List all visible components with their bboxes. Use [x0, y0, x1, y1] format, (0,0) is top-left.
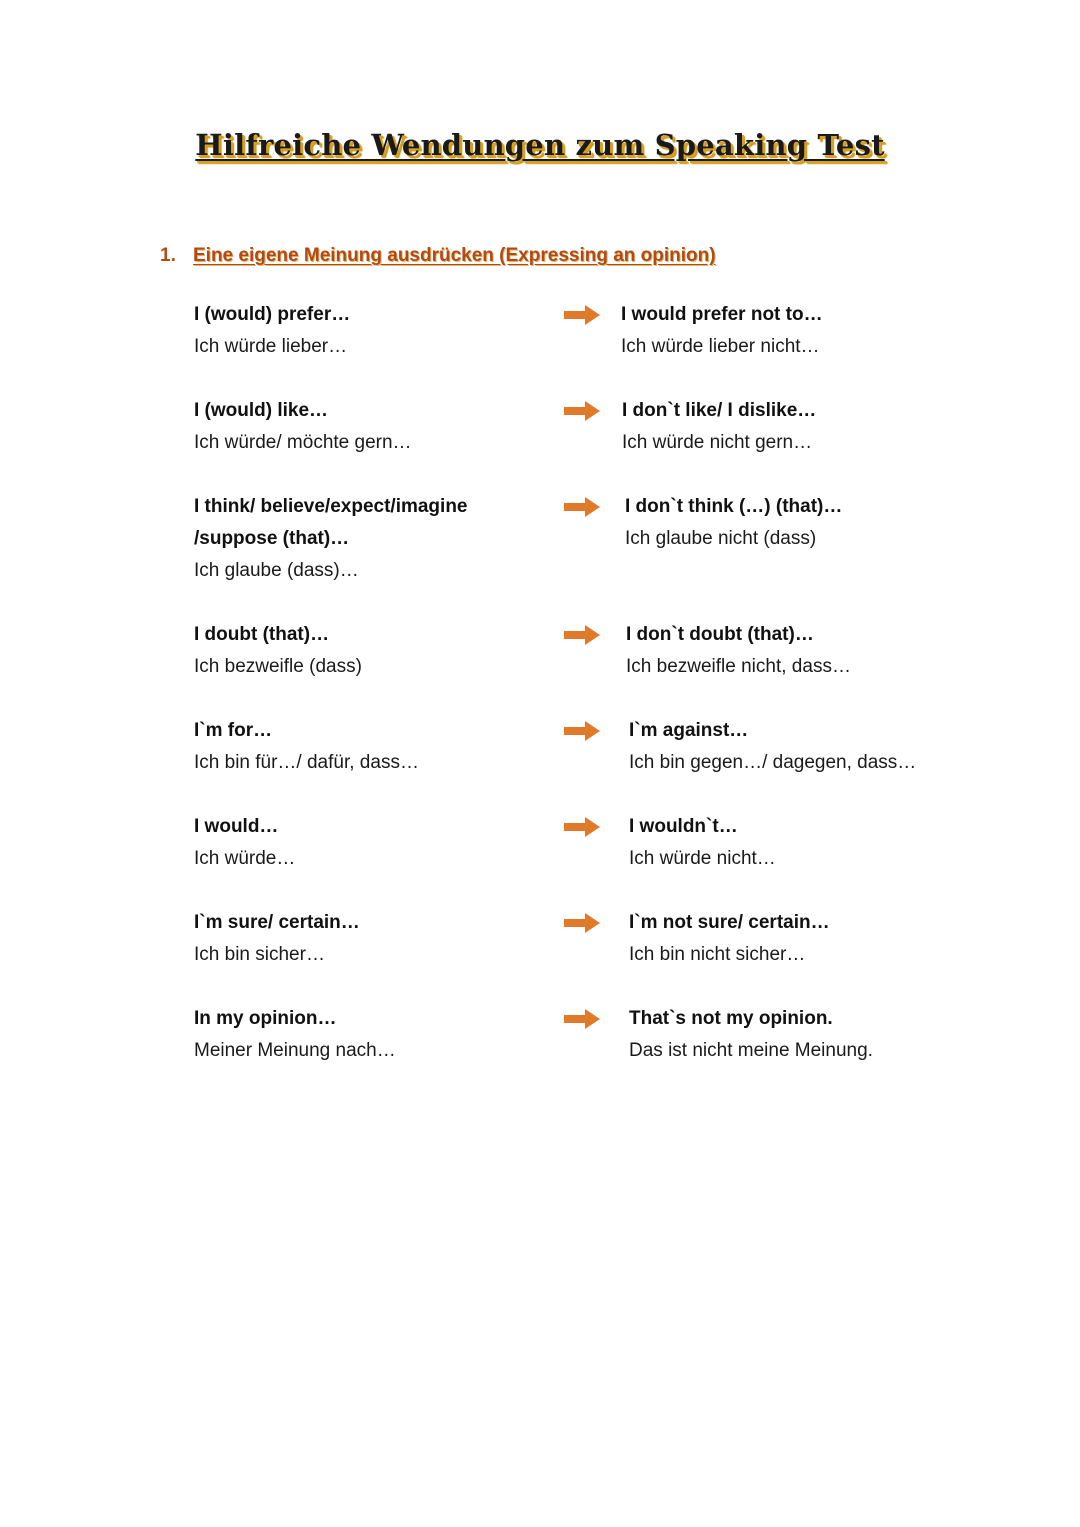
right-arrow-icon: [563, 400, 601, 422]
english-phrase: I doubt (that)…: [194, 624, 330, 645]
german-translation: Ich bin nicht sicher…: [629, 944, 806, 965]
german-translation: Ich würde/ möchte gern…: [194, 432, 412, 453]
page-title: Hilfreiche Wendungen zum Speaking Test: [195, 128, 885, 162]
right-arrow-icon: [563, 624, 601, 646]
german-translation: Ich bezweifle nicht, dass…: [626, 656, 851, 677]
english-phrase: I`m sure/ certain…: [194, 912, 360, 933]
phrase-right: [626, 619, 1046, 683]
english-phrase: I`m against…: [629, 720, 749, 741]
right-arrow-icon: [563, 912, 601, 934]
german-translation: Ich glaube (dass)…: [194, 560, 359, 581]
english-phrase: I would prefer not to…: [621, 304, 823, 325]
right-arrow-icon: [563, 304, 601, 326]
german-translation: Ich würde nicht gern…: [622, 432, 813, 453]
german-translation: Ich bin gegen…/ dagegen, dass…: [629, 752, 917, 773]
german-translation: Ich würde lieber nicht…: [621, 336, 820, 357]
english-phrase: I (would) like…: [194, 400, 329, 421]
phrase-left: [194, 1003, 534, 1067]
english-phrase: I don`t doubt (that)…: [626, 624, 814, 645]
german-translation: Ich bin für…/ dafür, dass…: [194, 752, 419, 773]
right-arrow-icon: [563, 720, 601, 742]
english-phrase-continued: /suppose (that)…: [194, 528, 350, 549]
english-phrase: I wouldn`t…: [629, 816, 738, 837]
german-translation: Ich würde lieber…: [194, 336, 348, 357]
english-phrase: In my opinion…: [194, 1008, 337, 1029]
english-phrase: I don`t think (…) (that)…: [625, 496, 843, 517]
german-translation: Ich bezweifle (dass): [194, 656, 362, 677]
english-phrase: I (would) prefer…: [194, 304, 351, 325]
german-translation: Ich würde nicht…: [629, 848, 776, 869]
phrase-left: [194, 619, 534, 683]
right-arrow-icon: [563, 496, 601, 518]
german-translation: Ich glaube nicht (dass): [625, 528, 817, 549]
phrase-right: [629, 1003, 1049, 1067]
english-phrase: I`m not sure/ certain…: [629, 912, 830, 933]
english-phrase: That`s not my opinion.: [629, 1008, 833, 1029]
english-phrase: I`m for…: [194, 720, 273, 741]
english-phrase: I would…: [194, 816, 279, 837]
phrase-right: [621, 299, 1041, 363]
phrase-left: [194, 395, 534, 459]
section-number: 1.: [160, 245, 176, 266]
phrase-right: [629, 811, 1049, 875]
phrase-right: [629, 715, 1049, 779]
right-arrow-icon: [563, 1008, 601, 1030]
section-heading-text: Eine eigene Meinung ausdrücken (Expressing an opinion): [193, 245, 716, 266]
phrase-right: [625, 491, 1045, 555]
phrase-right: [622, 395, 1042, 459]
phrase-left: [194, 811, 534, 875]
phrase-left: [194, 715, 534, 779]
english-phrase: I don`t like/ I dislike…: [622, 400, 817, 421]
german-translation: Ich würde…: [194, 848, 296, 869]
phrase-left: [194, 907, 534, 971]
right-arrow-icon: [563, 816, 601, 838]
german-translation: Das ist nicht meine Meinung.: [629, 1040, 873, 1061]
german-translation: Meiner Meinung nach…: [194, 1040, 396, 1061]
phrase-left: [194, 299, 534, 363]
phrase-right: [629, 907, 1049, 971]
german-translation: Ich bin sicher…: [194, 944, 325, 965]
phrase-left: [194, 491, 534, 587]
english-phrase: I think/ believe/expect/imagine: [194, 496, 468, 517]
section-heading: [160, 245, 716, 267]
